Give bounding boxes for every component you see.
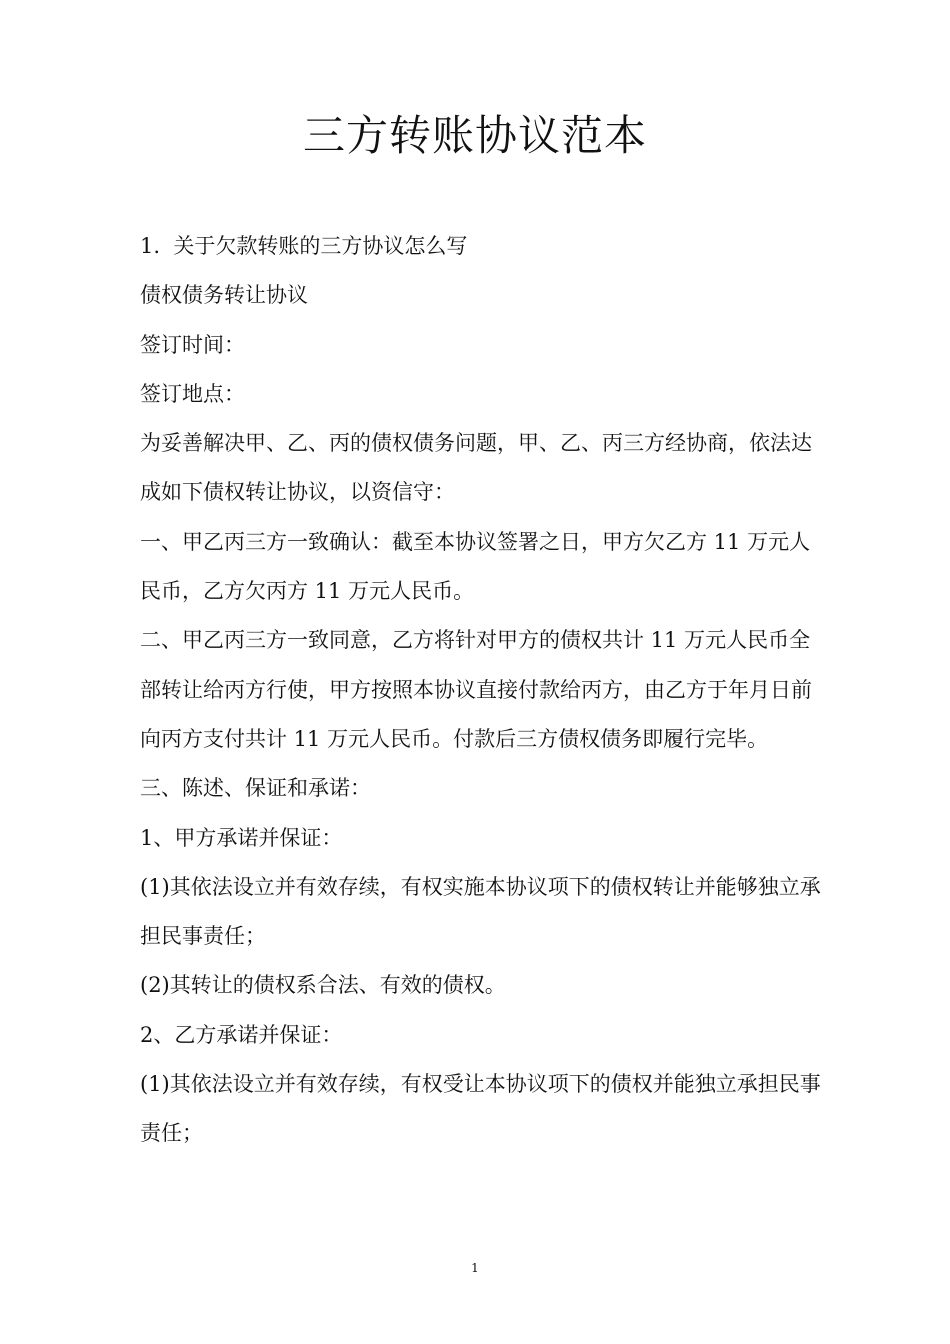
paragraph-clause-2: 二、甲乙丙三方一致同意，乙方将针对甲方的债权共计 11 万元人民币全部转让给丙方行使，甲方按照本协议直接付款给丙方，由乙方于年月日前向丙方支付共计 11 万元人民币。付款后三方债权债务即履行完毕。 [140,628,812,751]
paragraph-heading-1: 1. 关于欠款转账的三方协议怎么写 [140,234,468,258]
paragraph-party-b-heading: 2、乙方承诺并保证： [140,1022,343,1047]
paragraph-party-b-item-1: (1)其依法设立并有效存续，有权受让本协议项下的债权并能独立承担民事责任； [140,1072,821,1146]
paragraph-party-a-heading: 1、甲方承诺并保证： [140,825,343,850]
document-title: 三方转账协议范本 [302,111,647,160]
paragraph-preamble: 为妥善解决甲、乙、丙的债权债务问题，甲、乙、丙三方经协商，依法达成如下债权转让协议，以资信守： [140,431,812,505]
paragraph-clause-1: 一、甲乙丙三方一致确认：截至本协议签署之日，甲方欠乙方 11 万元人民币，乙方欠丙方 11 万元人民币。 [140,529,811,604]
paragraph-agreement-name: 债权债务转让协议 [140,283,308,308]
document-body [140,222,825,1159]
page-number: 1 [471,1261,479,1275]
paragraph-signing-time: 签订时间： [140,332,245,357]
paragraph-party-a-item-1: (1)其依法设立并有效存续，有权实施本协议项下的债权转让并能够独立承担民事责任； [140,874,821,949]
paragraph-signing-place: 签订地点： [140,381,245,406]
paragraph-clause-3: 三、陈述、保证和承诺： [140,776,371,801]
paragraph-party-a-item-2: (2)其转让的债权系合法、有效的债权。 [140,973,506,998]
